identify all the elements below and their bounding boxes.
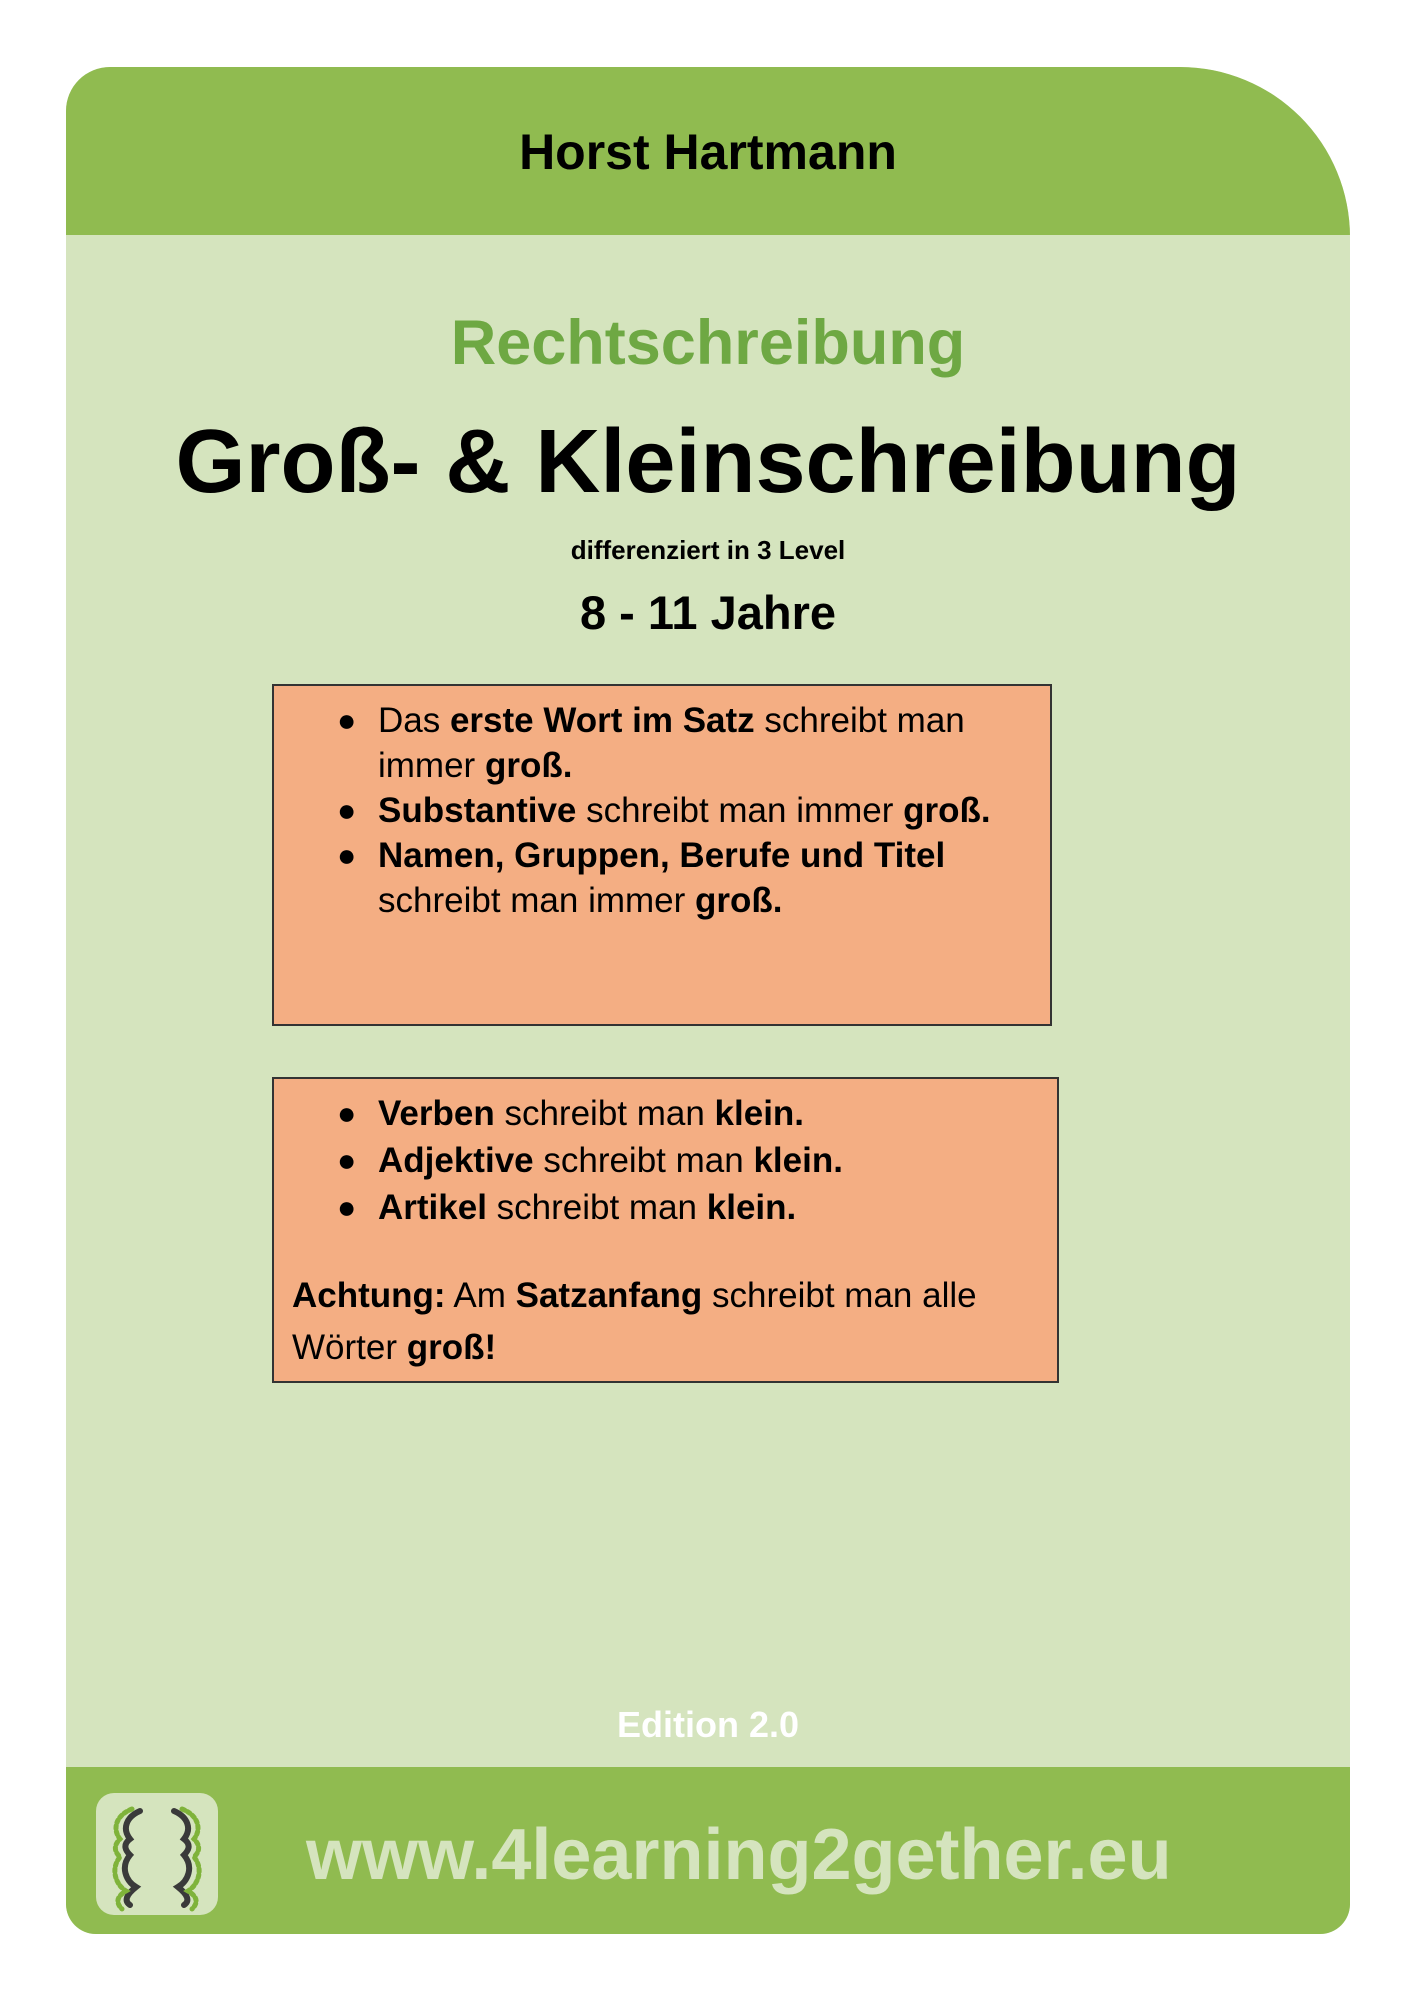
website-url: www.4learning2gether.eu: [306, 1815, 1172, 1895]
logo-graphic: [96, 1793, 218, 1915]
bullet-icon: ●: [337, 1095, 357, 1131]
lowercase-rules-box: [272, 1077, 1059, 1383]
two-faces-logo-icon: [96, 1793, 218, 1915]
list-item: ● Namen, Gruppen, Berufe und Titel schreibt man immer groß.: [274, 833, 1050, 923]
list-item: ● Das erste Wort im Satz schreibt man immer groß.: [274, 698, 1050, 788]
bullet-icon: ●: [337, 702, 357, 738]
list-item: ● Artikel schreibt man klein.: [274, 1185, 1057, 1230]
subject-heading: Rechtschreibung: [450, 308, 966, 378]
bullet-icon: ●: [337, 837, 357, 873]
warning-note: Achtung: Am Satzanfang schreibt man alle Wörter groß!: [292, 1276, 977, 1367]
page-title: Groß- & Kleinschreibung: [175, 412, 1241, 512]
lowercase-rules-list: [274, 1079, 1057, 1230]
header-band: [66, 67, 1350, 235]
capitalization-rules-box: [272, 684, 1052, 1026]
list-item: ● Substantive schreibt man immer groß.: [274, 788, 1050, 833]
list-item: ● Adjektive schreibt man klein.: [274, 1138, 1057, 1183]
levels-note: differenziert in 3 Level: [570, 535, 846, 565]
author-name: Horst Hartmann: [519, 124, 897, 180]
edition-label: Edition 2.0: [616, 1704, 800, 1745]
bullet-icon: ●: [337, 1189, 357, 1225]
bullet-icon: ●: [337, 792, 357, 828]
cover-card: [66, 67, 1350, 1934]
age-range: 8 - 11 Jahre: [579, 586, 837, 639]
list-item: ● Verben schreibt man klein.: [274, 1091, 1057, 1136]
bullet-icon: ●: [337, 1142, 357, 1178]
capitalization-rules-list: [274, 686, 1050, 923]
footer-band: [66, 1767, 1350, 1934]
